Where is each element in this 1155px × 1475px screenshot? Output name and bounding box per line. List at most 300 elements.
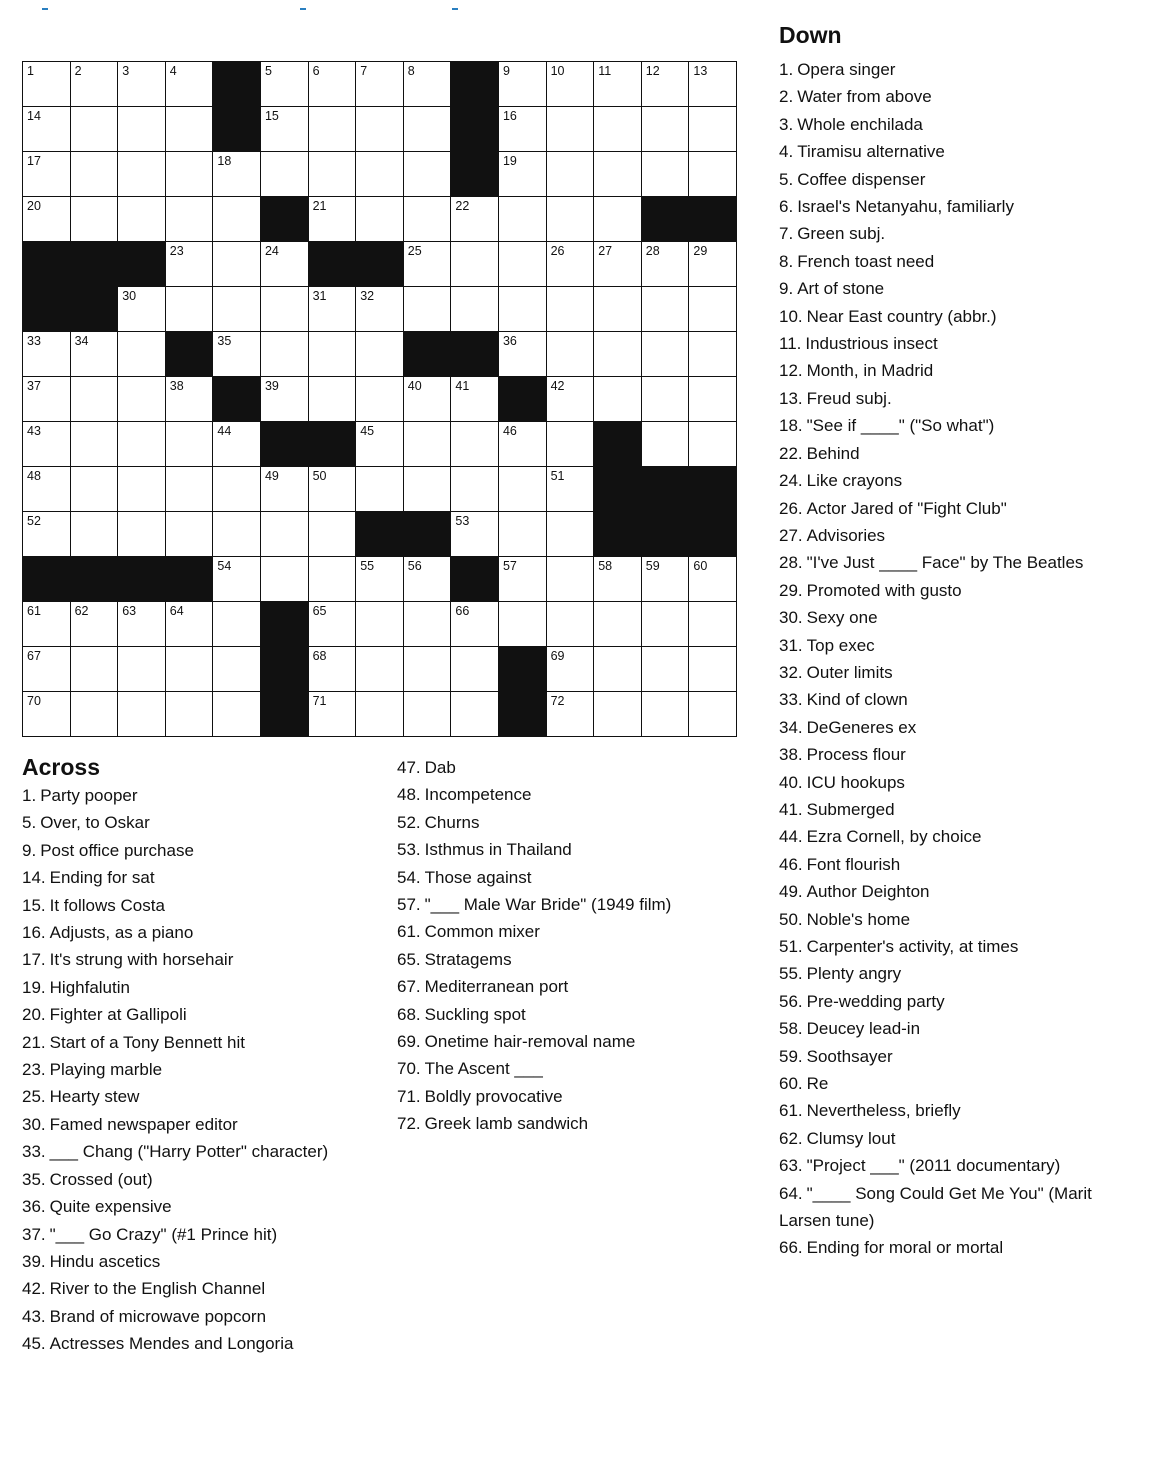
down-clue[interactable] — [779, 357, 1141, 384]
grid-cell[interactable] — [71, 197, 118, 241]
grid-cell[interactable] — [309, 377, 356, 421]
grid-cell[interactable] — [166, 467, 213, 511]
cell-number: 62 — [74, 604, 89, 618]
grid-cell[interactable] — [213, 512, 260, 556]
grid-cell[interactable] — [118, 287, 165, 331]
clue-number: 21. — [22, 1032, 46, 1052]
clue-number: 9. — [22, 840, 37, 860]
grid-cell[interactable] — [309, 332, 356, 376]
down-clue[interactable] — [779, 960, 1141, 987]
down-clue[interactable] — [779, 1152, 1141, 1179]
across-clue[interactable] — [22, 782, 328, 809]
cell-number: 37 — [27, 379, 41, 393]
grid-cell[interactable] — [23, 692, 70, 736]
across-clue[interactable] — [22, 1303, 328, 1330]
grid-cell[interactable] — [213, 197, 260, 241]
down-clue[interactable] — [779, 878, 1141, 905]
grid-cell[interactable] — [118, 422, 165, 466]
down-clue[interactable] — [779, 796, 1141, 823]
grid-cell[interactable] — [594, 692, 641, 736]
down-clue[interactable] — [779, 577, 1141, 604]
across-clue-list-col1 — [22, 782, 328, 1358]
down-clue[interactable] — [779, 604, 1141, 631]
grid-cell[interactable] — [499, 287, 546, 331]
grid-cell[interactable] — [23, 62, 70, 106]
down-clue[interactable] — [779, 1070, 1141, 1097]
grid-cell[interactable] — [451, 242, 498, 286]
grid-cell[interactable] — [166, 107, 213, 151]
grid-cell[interactable] — [71, 377, 118, 421]
down-clue[interactable] — [779, 495, 1141, 522]
clue-number: 29. — [779, 580, 803, 600]
down-clue[interactable] — [779, 138, 1141, 165]
across-clue[interactable] — [397, 754, 671, 781]
grid-cell[interactable] — [261, 332, 308, 376]
grid-cell[interactable] — [309, 467, 356, 511]
across-clue[interactable] — [22, 1275, 328, 1302]
clue-number: 17. — [22, 950, 46, 970]
grid-cell[interactable] — [547, 197, 594, 241]
black-square — [23, 287, 70, 331]
grid-cell[interactable] — [213, 152, 260, 196]
grid-cell[interactable] — [594, 377, 641, 421]
grid-cell[interactable] — [404, 197, 451, 241]
grid-cell[interactable] — [499, 152, 546, 196]
down-clue[interactable] — [779, 303, 1141, 330]
grid-cell[interactable] — [166, 242, 213, 286]
cell-number: 38 — [169, 379, 184, 393]
across-clue[interactable] — [397, 918, 671, 945]
grid-cell[interactable] — [309, 557, 356, 601]
clue-number: 48. — [397, 785, 421, 805]
grid-cell[interactable] — [261, 467, 308, 511]
grid-cell[interactable] — [309, 62, 356, 106]
across-clue[interactable] — [397, 891, 671, 918]
cell-number: 24 — [264, 244, 279, 258]
across-clue[interactable] — [397, 1110, 671, 1137]
clue-text: Soothsayer — [806, 1046, 893, 1066]
down-clue[interactable] — [779, 659, 1141, 686]
grid-cell[interactable] — [166, 287, 213, 331]
grid-cell[interactable] — [261, 242, 308, 286]
across-clue[interactable] — [22, 919, 328, 946]
down-clue[interactable] — [779, 275, 1141, 302]
down-clue[interactable] — [779, 1043, 1141, 1070]
grid-cell[interactable] — [689, 152, 736, 196]
grid-cell[interactable] — [404, 62, 451, 106]
grid-cell[interactable] — [23, 377, 70, 421]
grid-cell[interactable] — [118, 512, 165, 556]
grid-cell[interactable] — [689, 332, 736, 376]
grid-cell[interactable] — [689, 692, 736, 736]
grid-cell[interactable] — [547, 467, 594, 511]
grid-cell[interactable] — [71, 512, 118, 556]
grid-cell[interactable] — [404, 377, 451, 421]
grid-cell[interactable] — [356, 557, 403, 601]
grid-cell[interactable] — [547, 107, 594, 151]
grid-cell[interactable] — [309, 197, 356, 241]
clue-text: Font flourish — [806, 854, 901, 874]
clue-number: 33. — [22, 1142, 46, 1162]
grid-cell[interactable] — [166, 62, 213, 106]
clue-text: Stratagems — [424, 949, 512, 969]
grid-cell[interactable] — [309, 647, 356, 691]
grid-cell[interactable] — [213, 692, 260, 736]
clue-text: "Project ___" (2011 documentary) — [806, 1156, 1061, 1176]
grid-cell[interactable] — [309, 287, 356, 331]
down-clue[interactable] — [779, 1180, 1141, 1235]
grid-cell[interactable] — [71, 602, 118, 646]
grid-cell[interactable] — [166, 422, 213, 466]
grid-cell[interactable] — [356, 692, 403, 736]
grid-cell[interactable] — [23, 647, 70, 691]
cell-number: 36 — [502, 334, 517, 348]
grid-cell[interactable] — [499, 422, 546, 466]
grid-cell[interactable] — [547, 242, 594, 286]
across-clue[interactable] — [22, 892, 328, 919]
grid-cell[interactable] — [451, 602, 498, 646]
clue-number: 53. — [397, 840, 421, 860]
clue-number: 24. — [779, 471, 803, 491]
grid-cell[interactable] — [547, 332, 594, 376]
grid-cell[interactable] — [547, 152, 594, 196]
down-clue[interactable] — [779, 166, 1141, 193]
grid-cell[interactable] — [689, 242, 736, 286]
grid-cell[interactable] — [547, 62, 594, 106]
grid-cell[interactable] — [689, 107, 736, 151]
grid-cell[interactable] — [642, 152, 689, 196]
grid-cell[interactable] — [547, 692, 594, 736]
grid-cell[interactable] — [23, 602, 70, 646]
grid-cell[interactable] — [309, 512, 356, 556]
grid-cell[interactable] — [213, 422, 260, 466]
grid-cell[interactable] — [71, 152, 118, 196]
clue-text: Process flour — [806, 745, 906, 765]
grid-cell[interactable] — [499, 332, 546, 376]
across-clue[interactable] — [22, 1083, 328, 1110]
down-clue[interactable] — [779, 906, 1141, 933]
grid-cell[interactable] — [594, 107, 641, 151]
grid-cell[interactable] — [404, 692, 451, 736]
grid-cell[interactable] — [23, 512, 70, 556]
grid-cell[interactable] — [689, 287, 736, 331]
grid-cell[interactable] — [118, 107, 165, 151]
grid-cell[interactable] — [166, 512, 213, 556]
clue-text: Green subj. — [797, 224, 886, 244]
grid-cell[interactable] — [166, 602, 213, 646]
across-clue[interactable] — [22, 1056, 328, 1083]
grid-cell[interactable] — [499, 242, 546, 286]
across-clue[interactable] — [397, 1001, 671, 1028]
down-clue[interactable] — [779, 632, 1141, 659]
grid-cell[interactable] — [23, 422, 70, 466]
grid-cell[interactable] — [689, 647, 736, 691]
grid-cell[interactable] — [594, 287, 641, 331]
across-clue[interactable] — [397, 973, 671, 1000]
down-clue[interactable] — [779, 851, 1141, 878]
grid-cell[interactable] — [547, 557, 594, 601]
down-clue[interactable] — [779, 220, 1141, 247]
across-clue[interactable] — [397, 1028, 671, 1055]
grid-cell[interactable] — [451, 647, 498, 691]
grid-cell[interactable] — [118, 62, 165, 106]
grid-cell[interactable] — [166, 377, 213, 421]
across-clue[interactable] — [397, 809, 671, 836]
clue-number: 61. — [779, 1101, 803, 1121]
grid-cell[interactable] — [642, 647, 689, 691]
grid-cell[interactable] — [689, 602, 736, 646]
clue-text: Whole enchilada — [797, 114, 923, 134]
clue-text: Hindu ascetics — [49, 1251, 161, 1271]
grid-cell[interactable] — [213, 467, 260, 511]
grid-cell[interactable] — [23, 467, 70, 511]
grid-cell[interactable] — [689, 422, 736, 466]
grid-cell[interactable] — [213, 242, 260, 286]
grid-cell[interactable] — [118, 377, 165, 421]
grid-cell[interactable] — [356, 422, 403, 466]
grid-cell[interactable] — [213, 287, 260, 331]
grid-cell[interactable] — [71, 692, 118, 736]
across-clue[interactable] — [22, 1330, 328, 1357]
clue-text: Dab — [424, 758, 456, 777]
grid-cell[interactable] — [547, 377, 594, 421]
grid-cell[interactable] — [451, 692, 498, 736]
grid-cell[interactable] — [689, 62, 736, 106]
down-clue[interactable] — [779, 1125, 1141, 1152]
grid-cell[interactable] — [404, 242, 451, 286]
across-clue[interactable] — [22, 864, 328, 891]
down-clue[interactable] — [779, 1097, 1141, 1124]
down-clue[interactable] — [779, 193, 1141, 220]
grid-cell[interactable] — [404, 647, 451, 691]
clue-number: 9. — [779, 279, 794, 299]
down-clue[interactable] — [779, 714, 1141, 741]
grid-cell[interactable] — [404, 287, 451, 331]
grid-cell[interactable] — [404, 467, 451, 511]
grid-cell[interactable] — [23, 152, 70, 196]
grid-cell[interactable] — [23, 107, 70, 151]
grid-cell[interactable] — [404, 107, 451, 151]
down-clue[interactable] — [779, 330, 1141, 357]
cell-number: 66 — [455, 604, 470, 618]
cell-number: 30 — [122, 289, 137, 303]
grid-cell[interactable] — [689, 377, 736, 421]
grid-cell[interactable] — [166, 197, 213, 241]
grid-cell[interactable] — [213, 332, 260, 376]
down-clue[interactable] — [779, 83, 1141, 110]
across-clue[interactable] — [22, 1193, 328, 1220]
grid-cell[interactable] — [499, 197, 546, 241]
down-clue[interactable] — [779, 933, 1141, 960]
grid-cell[interactable] — [356, 467, 403, 511]
down-clue[interactable] — [779, 467, 1141, 494]
grid-cell[interactable] — [166, 692, 213, 736]
grid-cell[interactable] — [594, 242, 641, 286]
grid-cell[interactable] — [261, 512, 308, 556]
across-clue[interactable] — [397, 781, 671, 808]
grid-cell[interactable] — [642, 242, 689, 286]
grid-cell[interactable] — [547, 287, 594, 331]
down-clue[interactable] — [779, 1015, 1141, 1042]
grid-cell[interactable] — [71, 107, 118, 151]
grid-cell[interactable] — [499, 62, 546, 106]
grid-cell[interactable] — [451, 467, 498, 511]
black-square — [689, 512, 736, 556]
down-clue[interactable] — [779, 769, 1141, 796]
grid-cell[interactable] — [71, 422, 118, 466]
grid-cell[interactable] — [118, 467, 165, 511]
grid-cell[interactable] — [23, 332, 70, 376]
across-clue[interactable] — [22, 1111, 328, 1138]
grid-cell[interactable] — [642, 62, 689, 106]
down-clue[interactable] — [779, 988, 1141, 1015]
across-clue[interactable] — [397, 946, 671, 973]
down-clue[interactable] — [779, 823, 1141, 850]
grid-cell[interactable] — [451, 197, 498, 241]
down-clue[interactable] — [779, 440, 1141, 467]
grid-cell[interactable] — [356, 377, 403, 421]
clue-text: Water from above — [797, 87, 932, 107]
across-clue[interactable] — [22, 946, 328, 973]
grid-cell[interactable] — [356, 602, 403, 646]
clue-text: Clumsy lout — [806, 1128, 896, 1148]
grid-cell[interactable] — [547, 602, 594, 646]
across-clue[interactable] — [397, 1055, 671, 1082]
across-clue[interactable] — [22, 837, 328, 864]
grid-cell[interactable] — [594, 647, 641, 691]
grid-cell[interactable] — [547, 422, 594, 466]
grid-cell[interactable] — [309, 692, 356, 736]
grid-cell[interactable] — [642, 557, 689, 601]
grid-cell[interactable] — [309, 152, 356, 196]
grid-cell[interactable] — [23, 197, 70, 241]
cell-number: 59 — [645, 559, 660, 573]
down-clue[interactable] — [779, 686, 1141, 713]
grid-cell[interactable] — [118, 602, 165, 646]
grid-cell[interactable] — [547, 647, 594, 691]
grid-cell[interactable] — [451, 422, 498, 466]
grid-cell[interactable] — [499, 512, 546, 556]
grid-cell[interactable] — [642, 422, 689, 466]
across-clue[interactable] — [397, 836, 671, 863]
across-clue[interactable] — [22, 1221, 328, 1248]
grid-cell[interactable] — [71, 467, 118, 511]
grid-cell[interactable] — [166, 152, 213, 196]
grid-cell[interactable] — [356, 197, 403, 241]
grid-cell[interactable] — [642, 287, 689, 331]
grid-cell[interactable] — [261, 62, 308, 106]
grid-cell[interactable] — [451, 287, 498, 331]
clue-number: 42. — [22, 1279, 46, 1299]
grid-cell[interactable] — [642, 602, 689, 646]
across-clue[interactable] — [22, 1248, 328, 1275]
grid-cell[interactable] — [594, 332, 641, 376]
across-clue[interactable] — [397, 864, 671, 891]
cell-number: 21 — [312, 199, 327, 213]
grid-cell[interactable] — [594, 557, 641, 601]
down-clue[interactable] — [779, 741, 1141, 768]
grid-cell[interactable] — [309, 107, 356, 151]
grid-cell[interactable] — [594, 197, 641, 241]
grid-cell[interactable] — [261, 377, 308, 421]
grid-cell[interactable] — [213, 647, 260, 691]
grid-cell[interactable] — [356, 287, 403, 331]
black-square — [309, 422, 356, 466]
across-clue[interactable] — [22, 1001, 328, 1028]
grid-cell[interactable] — [594, 62, 641, 106]
grid-cell[interactable] — [213, 557, 260, 601]
clue-text: Suckling spot — [424, 1004, 526, 1024]
down-clue[interactable] — [779, 522, 1141, 549]
clue-text: Advisories — [806, 525, 886, 545]
grid-cell[interactable] — [642, 107, 689, 151]
grid-cell[interactable] — [166, 647, 213, 691]
grid-cell[interactable] — [261, 287, 308, 331]
grid-cell[interactable] — [118, 647, 165, 691]
across-clue[interactable] — [22, 1166, 328, 1193]
grid-cell[interactable] — [356, 152, 403, 196]
down-clue[interactable] — [779, 549, 1141, 576]
grid-cell[interactable] — [356, 332, 403, 376]
grid-cell[interactable] — [404, 422, 451, 466]
grid-cell[interactable] — [71, 332, 118, 376]
down-clue[interactable] — [779, 1234, 1141, 1261]
grid-cell[interactable] — [451, 377, 498, 421]
across-clue[interactable] — [22, 974, 328, 1001]
grid-cell[interactable] — [356, 107, 403, 151]
down-clue[interactable] — [779, 385, 1141, 412]
grid-cell[interactable] — [309, 602, 356, 646]
grid-cell[interactable] — [261, 152, 308, 196]
grid-cell[interactable] — [642, 692, 689, 736]
grid-cell[interactable] — [499, 557, 546, 601]
clue-text: Month, in Madrid — [806, 361, 934, 381]
grid-cell[interactable] — [594, 152, 641, 196]
grid-cell[interactable] — [213, 602, 260, 646]
grid-cell[interactable] — [451, 512, 498, 556]
grid-cell[interactable] — [499, 467, 546, 511]
across-clue[interactable] — [22, 809, 328, 836]
grid-cell[interactable] — [356, 647, 403, 691]
grid-cell[interactable] — [642, 332, 689, 376]
grid-cell[interactable] — [642, 377, 689, 421]
across-clue[interactable] — [22, 1138, 328, 1165]
grid-cell[interactable] — [261, 107, 308, 151]
grid-cell[interactable] — [118, 197, 165, 241]
grid-cell[interactable] — [689, 557, 736, 601]
grid-cell[interactable] — [499, 107, 546, 151]
down-clue[interactable] — [779, 412, 1141, 439]
across-clue[interactable] — [22, 1029, 328, 1056]
grid-cell[interactable] — [594, 602, 641, 646]
down-clue[interactable] — [779, 56, 1141, 83]
down-clue[interactable] — [779, 111, 1141, 138]
grid-cell[interactable] — [71, 62, 118, 106]
grid-cell[interactable] — [404, 557, 451, 601]
across-clue[interactable] — [397, 1083, 671, 1110]
down-clue[interactable] — [779, 248, 1141, 275]
grid-cell[interactable] — [356, 62, 403, 106]
grid-cell[interactable] — [499, 602, 546, 646]
grid-cell[interactable] — [404, 602, 451, 646]
grid-cell[interactable] — [404, 152, 451, 196]
grid-cell[interactable] — [118, 332, 165, 376]
grid-cell[interactable] — [547, 512, 594, 556]
grid-cell[interactable] — [118, 152, 165, 196]
grid-cell[interactable] — [261, 557, 308, 601]
grid-cell[interactable] — [118, 692, 165, 736]
grid-cell[interactable] — [71, 647, 118, 691]
